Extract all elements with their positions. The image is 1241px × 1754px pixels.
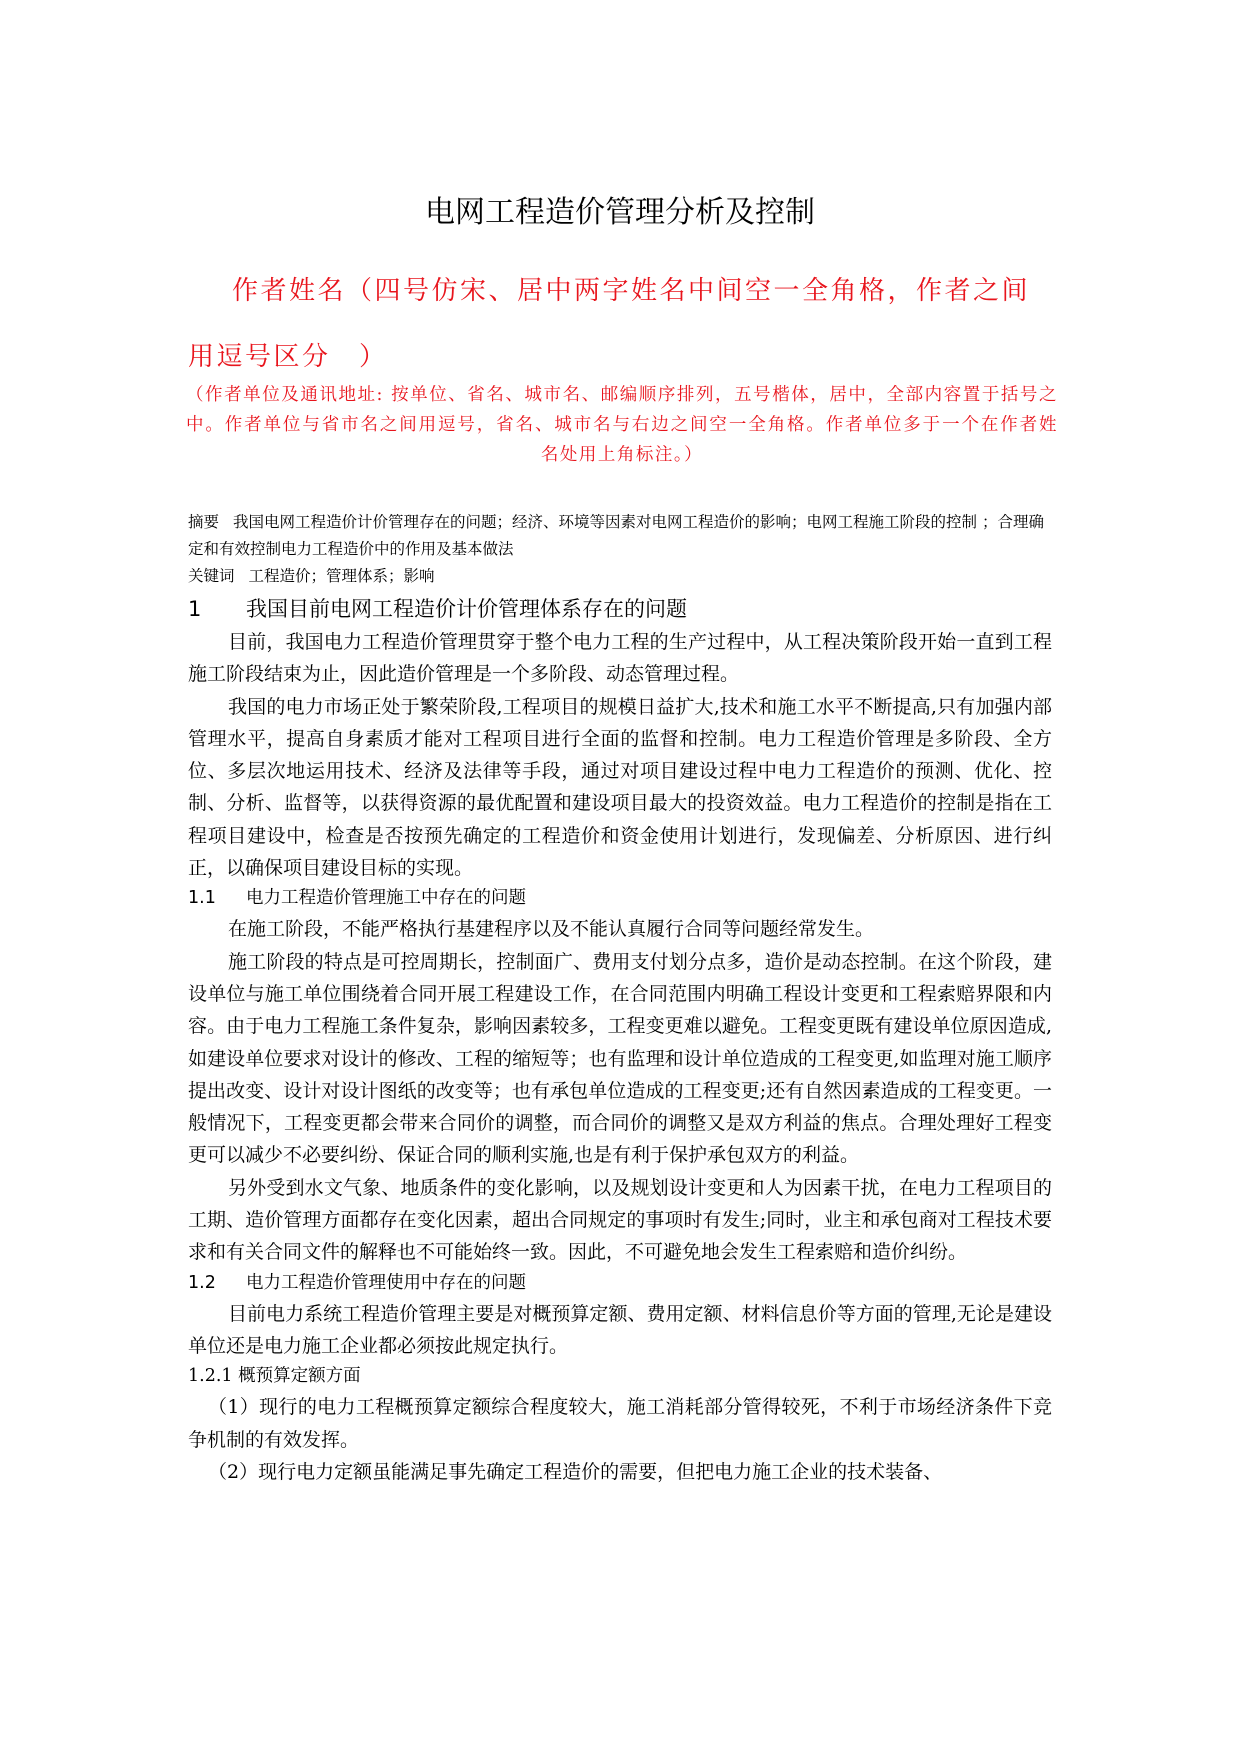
section-heading-1-2	[188, 1269, 1052, 1298]
list-item: （1）现行的电力工程概预算定额综合程度较大，施工消耗部分管得较死，不利于市场经济条件下竞争机制的有效发挥。	[188, 1396, 1052, 1451]
keywords-label: 关键词	[188, 567, 235, 585]
keywords	[188, 563, 1052, 590]
author-line: 作者姓名（四号仿宋、居中两字姓名中间空一全角格，作者之间用逗号区分 ）	[188, 276, 1031, 372]
paragraph: 另外受到水文气象、地质条件的变化影响，以及规划设计变更和人为因素干扰，在电力工程项目的工期、造价管理方面都存在变化因素，超出合同规定的事项时有发生;同时，业主和承包商对工程技术要求和有关合同文件的解释也不可能始终一致。因此，不可避免地会发生工程索赔和造价纠纷。	[188, 1176, 1052, 1264]
paragraph: 目前，我国电力工程造价管理贯穿于整个电力工程的生产过程中，从工程决策阶段开始一直到工程施工阶段结束为止，因此造价管理是一个多阶段、动态管理过程。	[188, 631, 1052, 686]
paper-body	[188, 509, 1052, 1488]
section-number: 1	[188, 597, 202, 621]
keywords-text: 工程造价；管理体系；影响	[248, 567, 435, 585]
section-title: 电力工程造价管理使用中存在的问题	[246, 1272, 526, 1293]
paragraph: 在施工阶段，不能严格执行基建程序以及不能认真履行合同等问题经常发生。	[228, 918, 875, 941]
abstract-label: 摘要	[188, 513, 220, 531]
paragraph: 施工阶段的特点是可控周期长，控制面广、费用支付划分点多，造价是动态控制。在这个阶段，建设单位与施工单位围绕着合同开展工程建设工作，在合同范围内明确工程设计变更和工程索赔界限和内容。由于电力工程施工条件复杂，影响因素较多，工程变更难以避免。工程变更既有建设单位原因造成,如建设单位要求对设计的修改、工程的缩短等；也有监理和设计单位造成的工程变更,如监理对施工顺序提出改变、设计对设计图纸的改变等；也有承包单位造成的工程变更;还有自然因素造成的工程变更。一般情况下，工程变更都会带来合同价的调整，而合同价的调整又是双方利益的焦点。合理处理好工程变更可以减少不必要纠纷、保证合同的顺利实施,也是有利于保护承包双方的利益。	[188, 950, 1052, 1167]
paper-title: 电网工程造价管理分析及控制	[425, 195, 815, 230]
abstract	[188, 509, 1052, 563]
paragraph: 我国的电力市场正处于繁荣阶段,工程项目的规模日益扩大,技术和施工水平不断提高,只有加强内部管理水平，提高自身素质才能对工程项目进行全面的监督和控制。电力工程造价管理是多阶段、全方位、多层次地运用技术、经济及法律等手段，通过对项目建设过程中电力工程造价的预测、优化、控制、分析、监督等，以获得资源的最优配置和建设项目最大的投资效益。电力工程造价的控制是指在工程项目建设中，检查是否按预先确定的工程造价和资金使用计划进行，发现偏差、分析原因、进行纠正，以确保项目建设目标的实现。	[188, 695, 1052, 880]
section-title: 我国目前电网工程造价计价管理体系存在的问题	[246, 597, 687, 621]
paragraph: 目前电力系统工程造价管理主要是对概预算定额、费用定额、材料信息价等方面的管理,无论是建设单位还是电力施工企业都必须按此规定执行。	[188, 1302, 1052, 1357]
section-heading-1-2-1: 1.2.1 概预算定额方面	[188, 1366, 361, 1387]
section-number: 1.1	[188, 888, 216, 909]
section-heading-1-1	[188, 884, 1052, 913]
author-affiliation: （作者单位及通讯地址: 按单位、省名、城市名、邮编顺序排列，五号楷体，居中，全部内容置于括号之中。作者单位与省市名之间用逗号，省名、城市名与右边之间空一全角格。作者单位多于一个在作者姓名处用上角标注。）	[186, 385, 1058, 465]
section-number: 1.2	[188, 1272, 216, 1293]
abstract-text: 我国电网工程造价计价管理存在的问题；经济、环境等因素对电网工程造价的影响；电网工程施工阶段的控制 ；合理确定和有效控制电力工程造价中的作用及基本做法	[188, 513, 1044, 558]
list-item: （2）现行电力定额虽能满足事先确定工程造价的需要，但把电力施工企业的技术装备、	[208, 1460, 943, 1483]
section-heading-1	[188, 592, 1052, 626]
section-title: 电力工程造价管理施工中存在的问题	[246, 888, 526, 909]
